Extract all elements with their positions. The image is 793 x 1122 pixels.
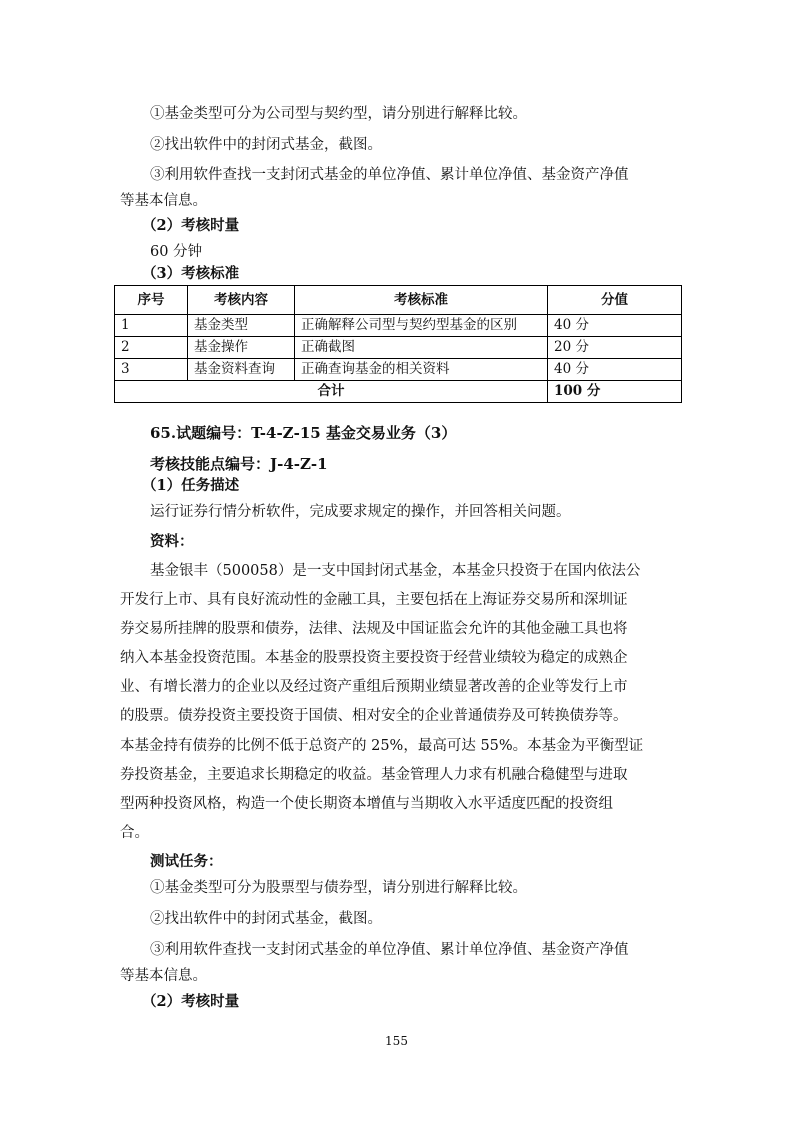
- table-row: [115, 315, 682, 337]
- table-row: [115, 337, 682, 359]
- time-value: 60 分钟: [150, 244, 203, 260]
- material-line: 券交易所挂牌的股票和债券，法律、法规及中国证监会允许的其他金融工具也将: [120, 621, 628, 637]
- material-line: 合。: [120, 825, 149, 841]
- table-header-row: [115, 286, 682, 315]
- table-cell: 2: [115, 337, 188, 359]
- time-heading-2: （2）考核时量: [142, 993, 240, 1010]
- page-number: 155: [385, 1034, 408, 1048]
- table-cell: 20 分: [548, 337, 682, 359]
- material-line: 的股票。债券投资主要投资于国债、相对安全的企业普通债券及可转换债券等。: [120, 708, 628, 724]
- table-cell: 1: [115, 315, 188, 337]
- task-item-1: ①基金类型可分为公司型与契约型，请分别进行解释比较。: [150, 106, 527, 122]
- table-cell: 正确解释公司型与契约型基金的区别: [295, 315, 548, 337]
- test-item-2: ②找出软件中的封闭式基金，截图。: [150, 911, 382, 927]
- table-cell: 基金资料查询: [188, 359, 295, 381]
- task-item-3-line1: ③利用软件查找一支封闭式基金的单位净值、累计单位净值、基金资产净值: [150, 167, 629, 183]
- task-item-3-line2: 等基本信息。: [120, 193, 207, 209]
- total-value: 100 分: [548, 381, 682, 403]
- table-cell: 正确查询基金的相关资料: [295, 359, 548, 381]
- test-heading: 测试任务：: [150, 853, 223, 870]
- table-header-cell: 考核内容: [188, 286, 295, 315]
- table-header-cell: 序号: [115, 286, 188, 315]
- table-cell: 正确截图: [295, 337, 548, 359]
- test-item-1: ①基金类型可分为股票型与债券型，请分别进行解释比较。: [150, 880, 527, 896]
- table-cell: 40 分: [548, 359, 682, 381]
- table-header-cell: 考核标准: [295, 286, 548, 315]
- table-cell: 3: [115, 359, 188, 381]
- table-row: [115, 359, 682, 381]
- skill-code: 考核技能点编号：J-4-Z-1: [150, 455, 328, 473]
- test-item-3-line2: 等基本信息。: [120, 968, 207, 984]
- material-line: 业、有增长潜力的企业以及经过资产重组后预期业绩显著改善的企业等发行上市: [120, 679, 628, 695]
- task-desc-heading: （1）任务描述: [142, 477, 240, 494]
- standard-heading: （3）考核标准: [142, 265, 240, 282]
- material-line: 本基金持有债券的比例不低于总资产的 25%，最高可达 55%。本基金为平衡型证: [120, 738, 644, 754]
- task-item-2: ②找出软件中的封闭式基金，截图。: [150, 137, 382, 153]
- material-heading: 资料：: [150, 533, 194, 550]
- assessment-table: [114, 285, 682, 403]
- test-item-3-line1: ③利用软件查找一支封闭式基金的单位净值、累计单位净值、基金资产净值: [150, 942, 629, 958]
- table-total-row: [115, 381, 682, 403]
- material-line: 纳入本基金投资范围。本基金的股票投资主要投资于经营业绩较为稳定的成熟企: [120, 650, 628, 666]
- time-heading: （2）考核时量: [142, 217, 240, 234]
- table-header-cell: 分值: [548, 286, 682, 315]
- material-line: 型两种投资风格，构造一个使长期资本增值与当期收入水平适度匹配的投资组: [120, 796, 613, 812]
- question-title: 65.试题编号：T-4-Z-15 基金交易业务（3）: [150, 424, 457, 442]
- task-desc-text: 运行证券行情分析软件，完成要求规定的操作，并回答相关问题。: [150, 504, 571, 520]
- table-cell: 40 分: [548, 315, 682, 337]
- material-line: 券投资基金，主要追求长期稳定的收益。基金管理人力求有机融合稳健型与进取: [120, 767, 628, 783]
- material-line: 基金银丰（500058）是一支中国封闭式基金，本基金只投资于在国内依法公: [150, 563, 641, 579]
- table-cell: 基金类型: [188, 315, 295, 337]
- table-cell: 基金操作: [188, 337, 295, 359]
- material-line: 开发行上市、具有良好流动性的金融工具，主要包括在上海证券交易所和深圳证: [120, 592, 628, 608]
- total-label: 合计: [115, 381, 548, 403]
